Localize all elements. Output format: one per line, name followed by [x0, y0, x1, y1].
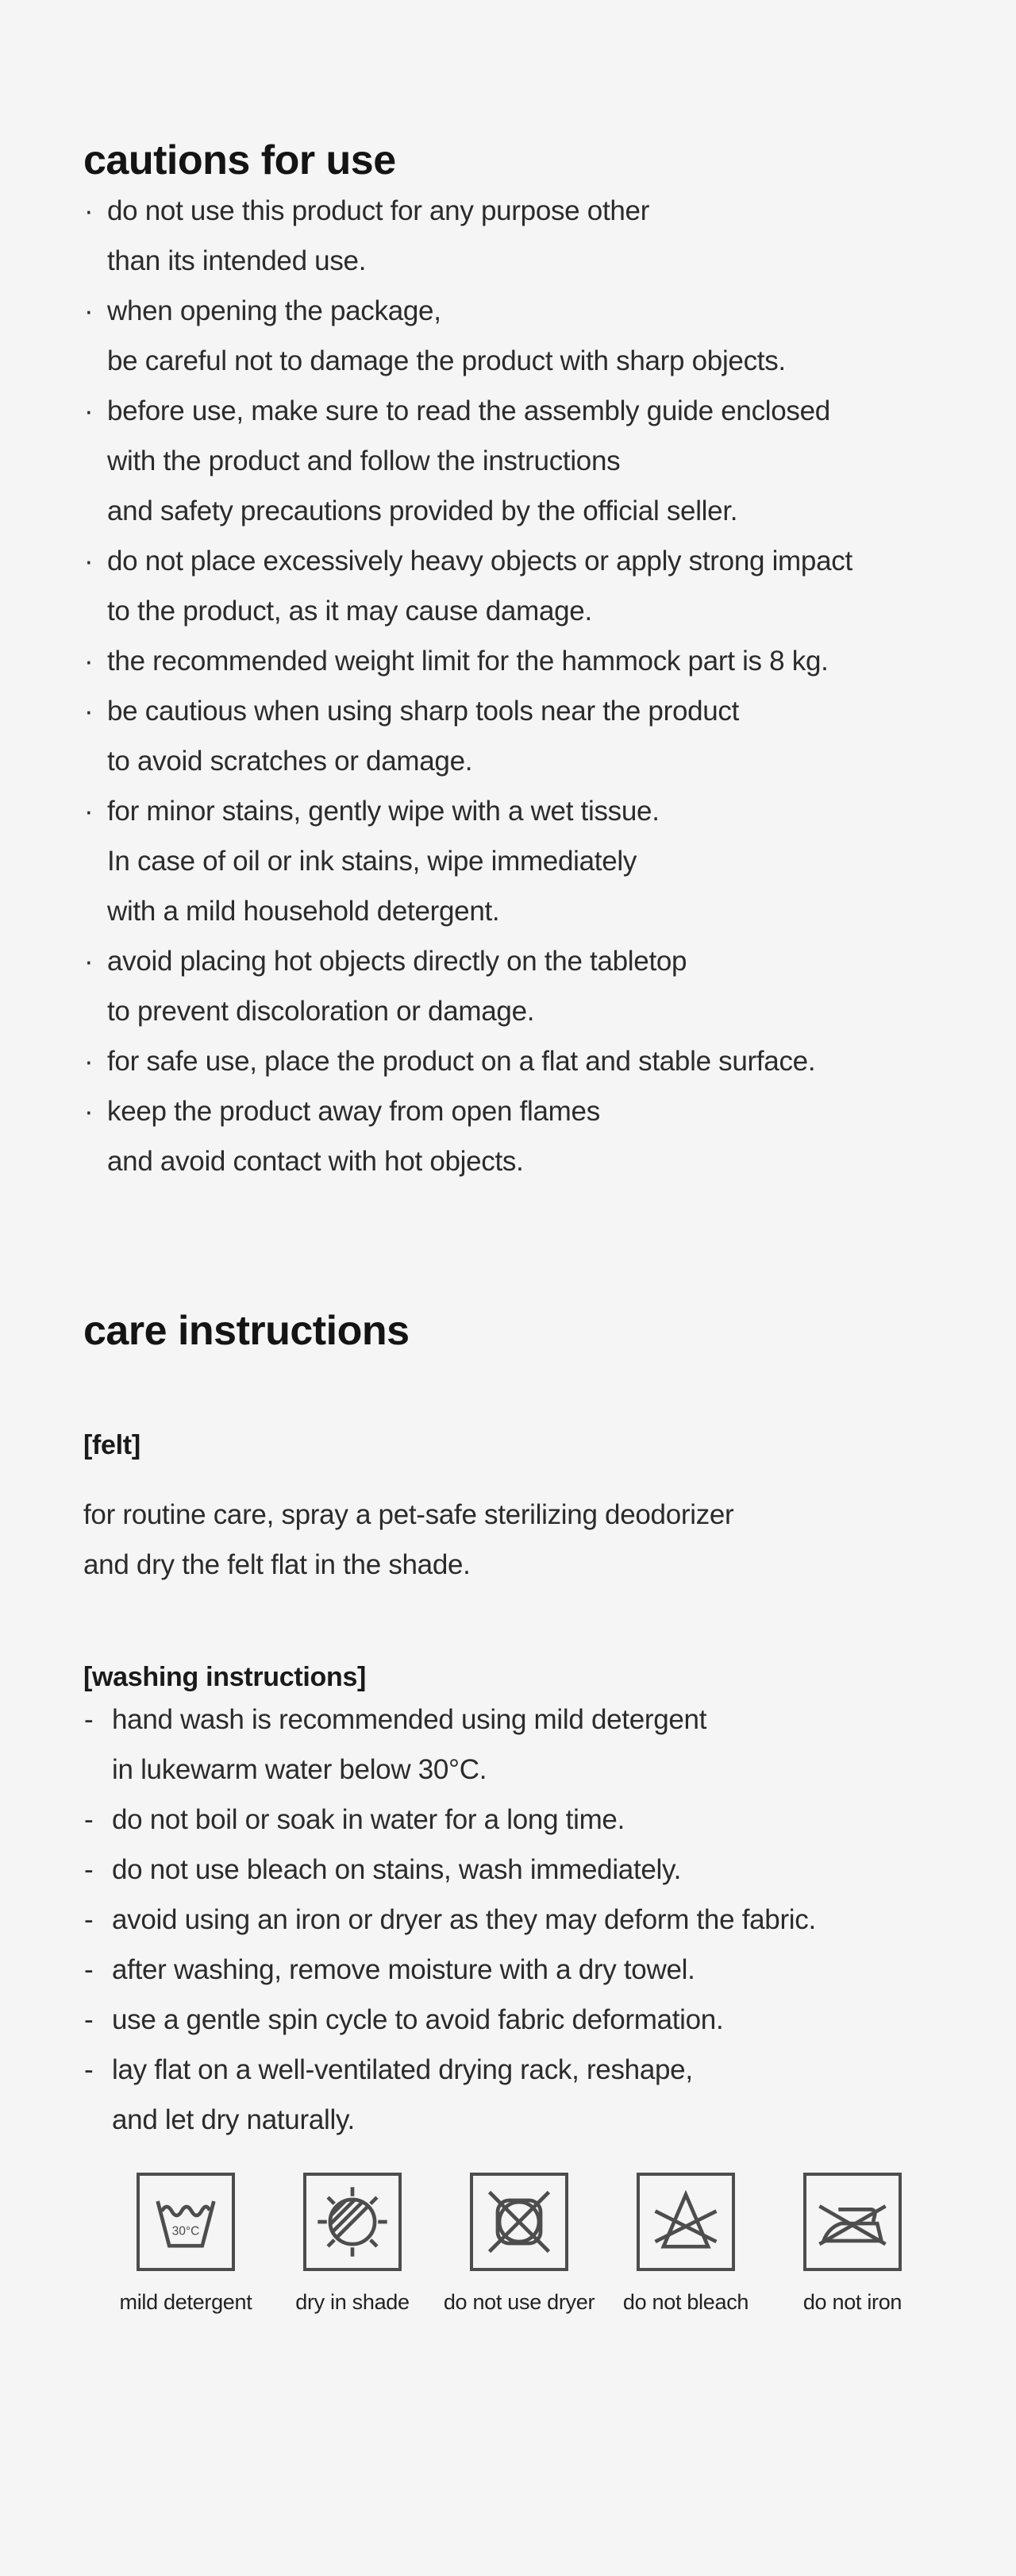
bullet-dot: · [84, 195, 94, 226]
caution-line: to avoid scratches or damage. [107, 746, 473, 777]
caution-line: · before use, make sure to read the assembly guide enclosed [83, 386, 945, 436]
symbol-box [803, 2173, 902, 2271]
bullet-dot: · [84, 395, 94, 426]
caution-item [83, 686, 945, 786]
symbol-label: do not use dryer [443, 2290, 595, 2314]
caution-item [83, 936, 945, 1036]
dash-bullet: - [84, 1854, 94, 1885]
do-not-tumble-dry-icon [478, 2181, 560, 2263]
caution-line: with a mild household detergent. [107, 896, 500, 927]
do-not-iron-icon [811, 2181, 894, 2263]
dry-in-shade-icon [311, 2181, 394, 2263]
dash-bullet: - [84, 1904, 94, 1935]
washing-list [83, 1695, 945, 2145]
washing-item [83, 1695, 945, 1795]
do-not-bleach-icon [645, 2181, 727, 2263]
dash-bullet: - [84, 1704, 94, 1735]
washing-line: - avoid using an iron or dryer as they may deform the fabric. [83, 1895, 945, 1945]
caution-item [83, 636, 945, 686]
caution-line: · avoid placing hot objects directly on the tabletop [83, 936, 945, 986]
symbol-label: mild detergent [119, 2290, 252, 2314]
washing-line: - lay flat on a well-ventilated drying rack, reshape, [83, 2045, 945, 2095]
care-instructions-title: care instructions [83, 1308, 410, 1354]
caution-line: · when opening the package, [83, 286, 945, 336]
caution-line: to the product, as it may cause damage. [107, 596, 592, 627]
cautions-title: cautions for use [83, 137, 396, 183]
caution-item [83, 1086, 945, 1186]
washing-item [83, 1845, 945, 1895]
dash-bullet: - [84, 2004, 94, 2035]
caution-line: · keep the product away from open flames [83, 1086, 945, 1136]
washing-line: - do not boil or soak in water for a long time. [83, 1795, 945, 1845]
symbol-box [470, 2173, 568, 2271]
washing-item [83, 2045, 945, 2145]
laundry-symbol-do-not-use-dryer [436, 2173, 602, 2315]
symbol-label: do not bleach [622, 2290, 749, 2314]
caution-item [83, 786, 945, 936]
symbol-box [137, 2173, 235, 2271]
cautions-list [83, 186, 945, 1186]
symbol-box [303, 2173, 402, 2271]
caution-line: In case of oil or ink stains, wipe immediately [107, 846, 637, 877]
symbol-label: do not iron [802, 2290, 902, 2314]
washing-item [83, 1895, 945, 1945]
laundry-symbol-do-not-iron [769, 2173, 936, 2315]
washing-line: - after washing, remove moisture with a dry towel. [83, 1945, 945, 1995]
caution-line: be careful not to damage the product with sharp objects. [107, 345, 786, 376]
bullet-dot: · [84, 696, 94, 727]
caution-item [83, 536, 945, 636]
bullet-dot: · [84, 295, 94, 326]
caution-line: · do not place excessively heavy objects or apply strong impact [83, 536, 945, 586]
wash-temp-label: 30°C [171, 2224, 200, 2239]
washing-item [83, 1945, 945, 1995]
caution-line: and avoid contact with hot objects. [107, 1146, 524, 1177]
caution-line: · do not use this product for any purpose other [83, 186, 945, 236]
laundry-symbol-mild-detergent [102, 2173, 269, 2315]
washing-line: - use a gentle spin cycle to avoid fabric deformation. [83, 1995, 945, 2045]
felt-line: for routine care, spray a pet-safe sterilizing deodorizer [83, 1499, 734, 1530]
symbol-label: dry in shade [295, 2290, 410, 2314]
caution-item [83, 1036, 945, 1086]
caution-item [83, 186, 945, 286]
washing-line: - do not use bleach on stains, wash immediately. [83, 1845, 945, 1895]
caution-line: than its intended use. [107, 245, 367, 276]
bullet-dot: · [84, 546, 94, 577]
washing-line: in lukewarm water below 30°C. [112, 1754, 487, 1785]
laundry-symbol-dry-in-shade [269, 2173, 436, 2315]
dash-bullet: - [84, 1954, 94, 1985]
washing-item [83, 1795, 945, 1845]
caution-line: · the recommended weight limit for the hammock part is 8 kg. [83, 636, 945, 686]
caution-line: · be cautious when using sharp tools near the product [83, 686, 945, 736]
felt-paragraph [83, 1490, 945, 1590]
caution-line: with the product and follow the instructions [107, 445, 621, 476]
washing-line: - hand wash is recommended using mild detergent [83, 1695, 945, 1745]
bullet-dot: · [84, 946, 94, 977]
washing-line: and let dry naturally. [112, 2104, 355, 2135]
felt-line: and dry the felt flat in the shade. [83, 1549, 471, 1580]
washing-instructions-heading: [washing instructions] [83, 1662, 367, 1692]
dash-bullet: - [84, 1804, 94, 1835]
caution-line: · for safe use, place the product on a flat and stable surface. [83, 1036, 945, 1086]
laundry-symbols-row [102, 2173, 945, 2315]
bullet-dot: · [84, 1046, 94, 1077]
wash-30-basin-icon [144, 2181, 227, 2263]
laundry-symbol-do-not-bleach [602, 2173, 769, 2315]
caution-line: and safety precautions provided by the official seller. [107, 496, 738, 526]
bullet-dot: · [84, 1096, 94, 1127]
bullet-dot: · [84, 796, 94, 827]
washing-item [83, 1995, 945, 2045]
caution-item [83, 386, 945, 536]
symbol-box [637, 2173, 735, 2271]
felt-heading: [felt] [83, 1430, 140, 1460]
caution-line: to prevent discoloration or damage. [107, 996, 535, 1027]
bullet-dot: · [84, 646, 94, 677]
dash-bullet: - [84, 2054, 94, 2085]
caution-item [83, 286, 945, 386]
caution-line: · for minor stains, gently wipe with a wet tissue. [83, 786, 945, 836]
